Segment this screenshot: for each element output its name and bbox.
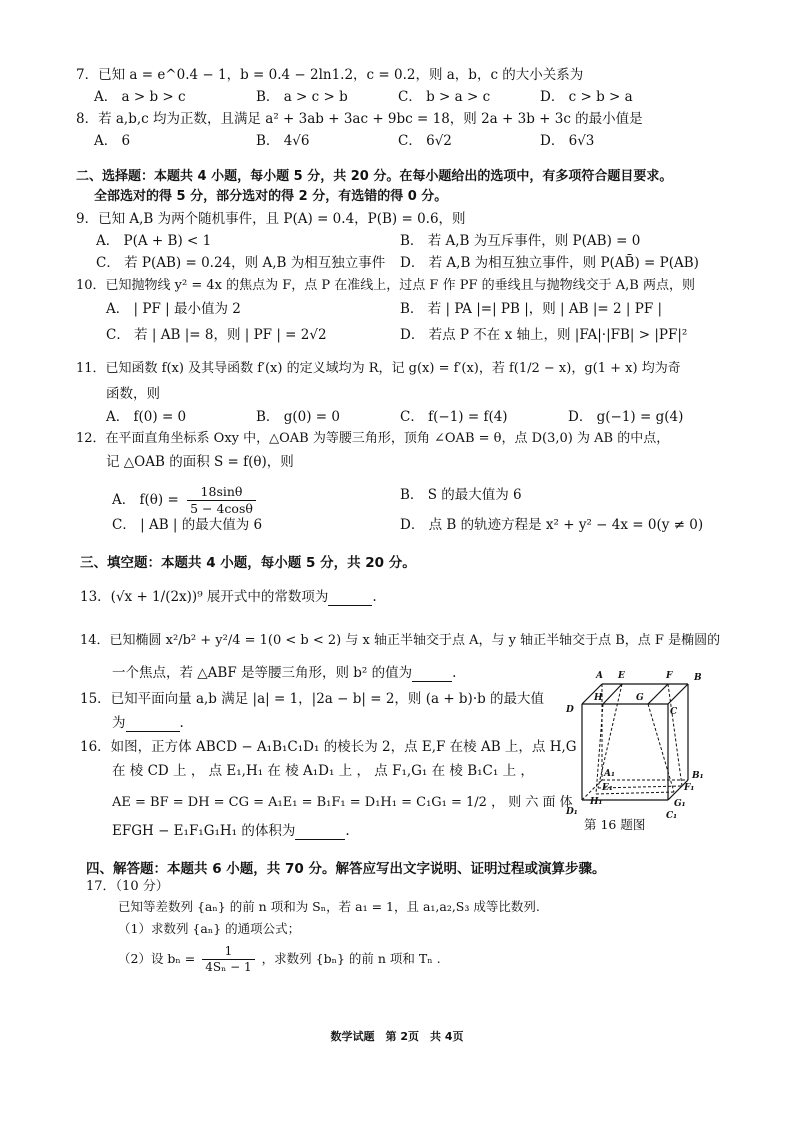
question-16-text: EFGH − E₁F₁G₁H₁ 的体积为 <box>112 823 296 839</box>
q7-option-c: C． b > a > c <box>398 89 491 105</box>
question-12-stem: 12．在平面直角坐标系 Oxy 中，△OAB 为等腰三角形，顶角 ∠OAB = θ，点 D(3,0) 为 AB 的中点， <box>76 431 670 446</box>
edge-FG <box>648 684 668 704</box>
q12-option-d: D． 点 B 的轨迹方程是 x² + y² − 4x = 0(y ≠ 0) <box>400 517 704 533</box>
q12-option-b: B． S 的最大值为 6 <box>400 487 522 503</box>
fraction-denominator: 5 − 4cosθ <box>190 501 253 516</box>
q8-option-c: C． 6√2 <box>398 133 452 149</box>
label-G: G <box>636 693 644 703</box>
question-16-line-1: 16．如图，正方体 ABCD − A₁B₁C₁D₁ 的棱长为 2，点 E,F 在棱 AB 上，点 H,G <box>80 739 577 755</box>
section-2-rule: 全部选对的得 5 分，部分选对的得 2 分，有选错的得 0 分。 <box>94 189 448 204</box>
edge-CB <box>668 684 688 704</box>
edge-GG1 <box>648 704 674 792</box>
question-14-stem-cont: 一个焦点，若 △ABF 是等腰三角形，则 b² 的值为 . <box>112 665 457 681</box>
question-16-line-4: EFGH − E₁F₁G₁H₁ 的体积为 . <box>112 823 350 839</box>
question-11-stem: 11．已知函数 f(x) 及其导函数 f′(x) 的定义域均为 R，记 g(x) = f′(x)，若 f(1/2 − x)，g(1 + x) 均为奇 <box>76 361 681 376</box>
answer-blank <box>126 717 180 732</box>
question-15-stem-cont: 为 . <box>112 715 184 731</box>
label-E1: E₁ <box>602 783 613 793</box>
q10-option-a: A． | PF | 最小值为 2 <box>106 301 241 317</box>
q8-option-b: B． 4√6 <box>256 133 310 149</box>
question-17-stem: 已知等差数列 {aₙ} 的前 n 项和为 Sₙ，若 a₁ = 1，且 a₁,a₂,S₃ 成等比数列. <box>118 899 540 914</box>
q10-option-c: C． 若 | AB |= 8，则 | PF | = 2√2 <box>106 327 327 343</box>
question-9-stem: 9．已知 A,B 为两个随机事件，且 P(A) = 0.4，P(B) = 0.6，则 <box>76 211 466 227</box>
question-13-text: 13．(√x + 1/(2x))⁹ 展开式中的常数项为 <box>80 589 329 605</box>
figure-caption: 第 16 题图 <box>584 817 646 832</box>
answer-blank <box>328 591 372 606</box>
question-15-text: 为 <box>112 715 126 731</box>
question-16-line-3: AE = BF = DH = CG = A₁E₁ = B₁F₁ = D₁H₁ = C₁G₁ = 1/2 ， 则 六 面 体 <box>112 795 573 810</box>
q7-option-b: B． a > c > b <box>256 89 348 105</box>
q11-option-c: C． f(−1) = f(4) <box>400 409 508 425</box>
label-H1: H₁ <box>590 797 603 807</box>
q9-option-d: D． 若 A,B 为相互独立事件，则 P(AB̄) = P(AB) <box>400 255 699 271</box>
question-7-stem: 7．已知 a = e^0.4 − 1，b = 0.4 − 2ln1.2，c = 0.2，则 a，b，c 的大小关系为 <box>76 67 584 83</box>
label-C: C <box>670 707 678 717</box>
label-D1: D₁ <box>566 807 578 817</box>
section-2-heading: 二、选择题：本题共 4 小题，每小题 5 分，共 20 分。在每小题给出的选项中，有多项符合题目要求。 <box>76 169 673 184</box>
q10-option-b: B． 若 | PA |=| PB |，则 | AB |= 2 | PF | <box>400 301 663 317</box>
part-2-suffix: ，求数列 {bₙ} 的前 n 项和 Tₙ . <box>261 951 441 966</box>
label-G1: G₁ <box>674 799 686 809</box>
q12-option-a <box>112 484 256 517</box>
q7-option-a: A． a > b > c <box>94 89 186 105</box>
page-footer: 数学试题 第 2页 共 4页 <box>330 1030 464 1043</box>
label-F: F <box>666 671 673 681</box>
label-H: H <box>594 693 603 703</box>
label-B1: B₁ <box>692 771 704 781</box>
question-13: 13．(√x + 1/(2x))⁹ 展开式中的常数项为 . <box>80 589 377 605</box>
cube-figure <box>558 664 728 834</box>
q12-option-a-fraction <box>187 484 256 517</box>
question-12-stem-cont: 记 △OAB 的面积 S = f(θ)，则 <box>106 454 294 470</box>
question-8-stem: 8．若 a,b,c 均为正数，且满足 a² + 3ab + 3ac + 9bc = 18，则 2a + 3b + 3c 的最小值是 <box>76 111 643 127</box>
fraction-denominator: 4Sₙ − 1 <box>205 960 252 974</box>
part-2-prefix: （2）设 bₙ = <box>118 951 196 966</box>
label-C1: C₁ <box>666 811 678 821</box>
answer-blank <box>295 825 345 840</box>
label-B: B <box>694 673 702 683</box>
q11-option-a: A． f(0) = 0 <box>106 409 187 425</box>
question-17-part-1: （1）求数列 {aₙ} 的通项公式； <box>118 921 301 936</box>
question-10-stem: 10．已知抛物线 y² = 4x 的焦点为 F，点 P 在准线上，过点 F 作 PF 的垂线且与抛物线交于 A,B 两点，则 <box>76 278 695 293</box>
q10-option-d: D． 若点 P 不在 x 轴上，则 |FA|·|FB| > |PF|² <box>400 327 688 343</box>
q9-option-c: C． 若 P(AB) = 0.24，则 A,B 为相互独立事件 <box>96 255 386 271</box>
q7-option-d: D． c > b > a <box>540 89 633 105</box>
question-17-head: 17．（10 分） <box>86 879 169 894</box>
label-E: E <box>618 671 625 681</box>
q12-option-c: C． | AB | 的最大值为 6 <box>112 517 263 533</box>
label-A: A <box>596 671 603 681</box>
question-14-text: 一个焦点，若 △ABF 是等腰三角形，则 b² 的值为 <box>112 665 413 681</box>
section-4-heading: 四、解答题：本题共 6 小题，共 70 分。解答应写出文字说明、证明过程或演算步骤。 <box>86 861 606 877</box>
q8-option-a: A． 6 <box>94 133 131 149</box>
answer-blank <box>412 667 452 682</box>
b-n-fraction <box>202 944 254 975</box>
question-11-stem-cont: 函数，则 <box>106 386 160 402</box>
q11-option-d: D． g(−1) = g(4) <box>568 409 684 425</box>
edge-EH <box>603 684 622 704</box>
edge-FF1 <box>668 684 682 786</box>
question-15-stem: 15．已知平面向量 a,b 满足 |a| = 1，|2a − b| = 2，则 (a + b)·b 的最大值 <box>80 691 545 707</box>
q9-option-b: B． 若 A,B 为互斥事件，则 P(AB) = 0 <box>400 233 641 249</box>
question-17-part-2 <box>118 944 441 975</box>
label-A1: A₁ <box>604 769 615 779</box>
q11-option-b: B． g(0) = 0 <box>256 409 340 425</box>
section-3-heading: 三、填空题：本题共 4 小题，每小题 5 分，共 20 分。 <box>80 555 416 571</box>
fraction-numerator: 1 <box>202 944 254 960</box>
question-16-line-2: 在 棱 CD 上 ， 点 E₁,H₁ 在 棱 A₁D₁ 上 ， 点 F₁,G₁ 在 棱 B₁C₁ 上 ， <box>112 763 534 779</box>
label-F1: F₁ <box>684 783 695 793</box>
q8-option-d: D． 6√3 <box>540 133 595 149</box>
question-14-stem: 14．已知椭圆 x²/b² + y²/4 = 1(0 < b < 2) 与 x 轴正半轴交于点 A，与 y 轴正半轴交于点 B，点 F 是椭圆的 <box>80 633 721 648</box>
fraction-numerator: 18sinθ <box>187 484 256 501</box>
q12-option-a-label: A． f(θ) = <box>112 492 179 508</box>
label-D: D <box>566 705 574 715</box>
q9-option-a: A． P(A + B) < 1 <box>96 233 212 249</box>
